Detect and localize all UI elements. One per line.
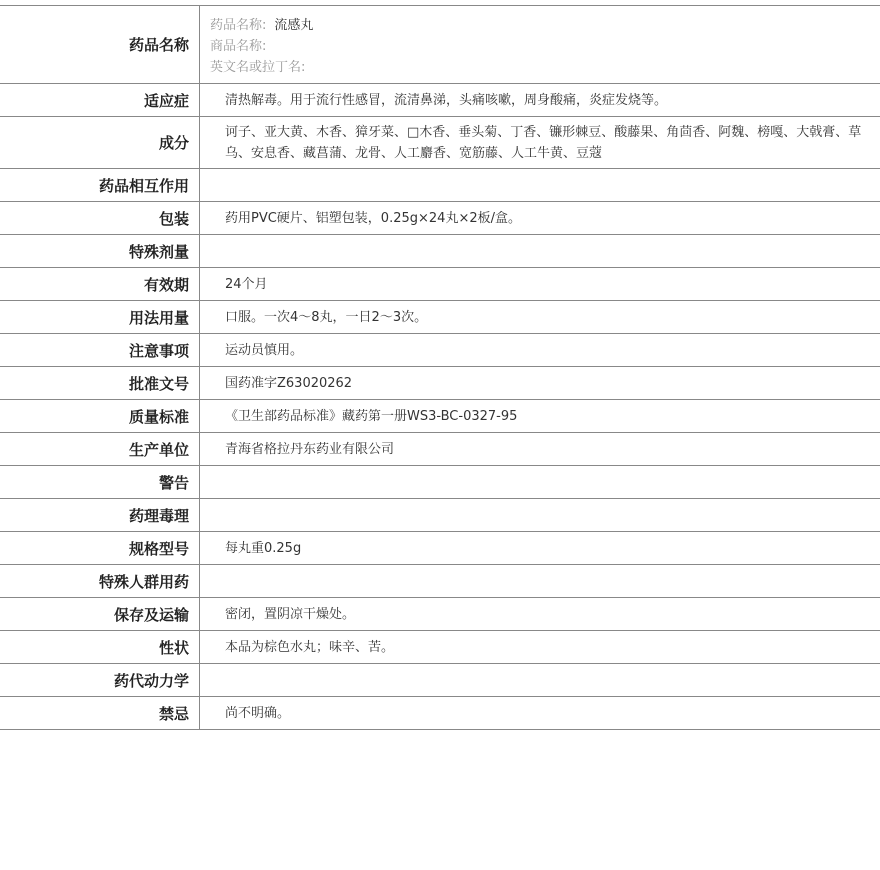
row-ingredients — [0, 117, 880, 169]
row-value: 清热解毒。用于流行性感冒，流清鼻涕，头痛咳嗽，周身酸痛，炎症发烧等。 — [225, 92, 668, 108]
generic-name-line — [210, 15, 870, 36]
row-contraindications — [0, 697, 880, 730]
row-approval-number — [0, 367, 880, 400]
row-label: 用法用量 — [0, 301, 200, 333]
row-value: 密闭，置阴凉干燥处。 — [225, 606, 356, 622]
row-value — [200, 499, 880, 531]
row-value: 诃子、亚大黄、木香、獐牙菜、□木香、垂头菊、丁香、镰形棘豆、酸藤果、角茴香、阿魏、榜嘎、大戟膏、草乌、安息香、藏菖蒲、龙骨、人工麝香、宽筋藤、人工牛黄、豆蔻 — [225, 124, 862, 161]
row-label: 注意事项 — [0, 334, 200, 366]
row-label: 警告 — [0, 466, 200, 498]
drug-info-table — [0, 5, 880, 730]
row-label: 有效期 — [0, 268, 200, 300]
english-name-line — [210, 57, 870, 78]
row-pharmacokinetics — [0, 664, 880, 697]
row-label: 生产单位 — [0, 433, 200, 465]
row-label: 适应症 — [0, 84, 200, 116]
row-label: 禁忌 — [0, 697, 200, 729]
row-value: 尚不明确。 — [225, 705, 291, 721]
row-value — [200, 235, 880, 267]
row-value — [200, 466, 880, 498]
row-value: 本品为棕色水丸；味辛、苦。 — [225, 639, 395, 655]
english-name-label: 英文名或拉丁名: — [210, 60, 306, 75]
row-value — [200, 664, 880, 696]
row-indications — [0, 84, 880, 117]
row-storage — [0, 598, 880, 631]
row-value — [200, 169, 880, 201]
row-value: 口服。一次4～8丸，一日2～3次。 — [225, 309, 428, 325]
row-label: 成分 — [0, 117, 200, 168]
row-quality-standard — [0, 400, 880, 433]
row-value — [200, 565, 880, 597]
row-packaging — [0, 202, 880, 235]
row-value: 药用PVC硬片、铝塑包装，0.25g×24丸×2板/盒。 — [225, 210, 521, 226]
row-value: 青海省格拉丹东药业有限公司 — [225, 441, 395, 457]
row-warning — [0, 466, 880, 499]
row-label: 批准文号 — [0, 367, 200, 399]
row-label: 性状 — [0, 631, 200, 663]
drug-name-block — [200, 6, 880, 83]
row-value: 《卫生部药品标准》藏药第一册WS3-BC-0327-95 — [225, 408, 518, 424]
trade-name-label: 商品名称: — [210, 39, 267, 54]
row-value: 运动员慎用。 — [225, 342, 304, 358]
row-value: 国药准字Z63020262 — [225, 375, 353, 391]
row-label: 特殊人群用药 — [0, 565, 200, 597]
row-label: 药理毒理 — [0, 499, 200, 531]
row-shelf-life — [0, 268, 880, 301]
row-label: 特殊剂量 — [0, 235, 200, 267]
row-label: 保存及运输 — [0, 598, 200, 630]
row-appearance — [0, 631, 880, 664]
generic-name-label: 药品名称: — [210, 18, 267, 33]
row-special-dosage — [0, 235, 880, 268]
row-label: 药代动力学 — [0, 664, 200, 696]
row-drug-interactions — [0, 169, 880, 202]
row-manufacturer — [0, 433, 880, 466]
row-label: 包装 — [0, 202, 200, 234]
row-dosage — [0, 301, 880, 334]
row-label: 药品相互作用 — [0, 169, 200, 201]
row-label: 规格型号 — [0, 532, 200, 564]
row-value: 24个月 — [225, 276, 268, 292]
row-specification — [0, 532, 880, 565]
trade-name-line — [210, 36, 870, 57]
row-label: 药品名称 — [0, 6, 200, 83]
row-label: 质量标准 — [0, 400, 200, 432]
row-precautions — [0, 334, 880, 367]
row-pharmacology — [0, 499, 880, 532]
row-value: 每丸重0.25g — [225, 540, 302, 556]
row-drug-name — [0, 6, 880, 84]
generic-name-value: 流感丸 — [274, 18, 314, 33]
row-special-populations — [0, 565, 880, 598]
